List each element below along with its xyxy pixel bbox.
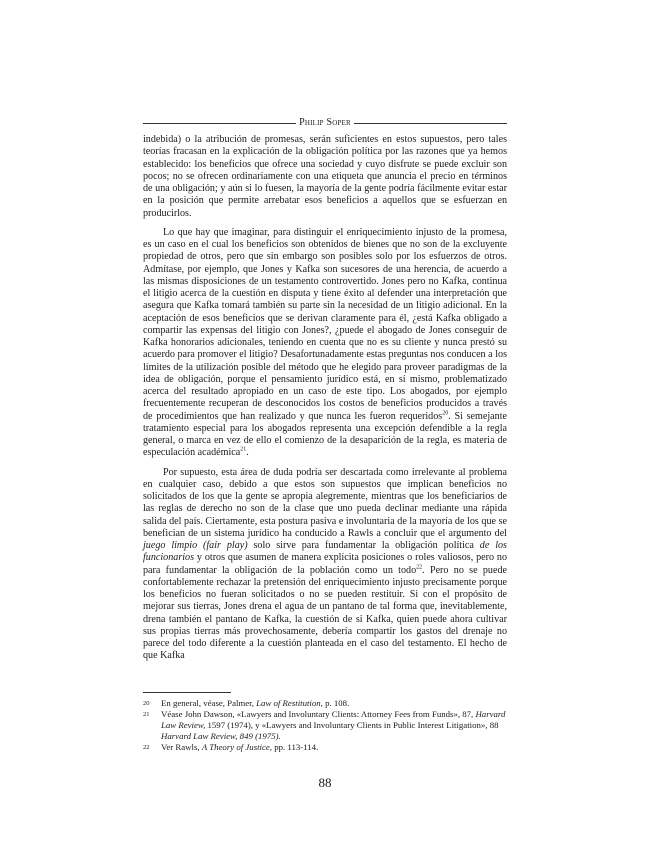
italic-text: Harvard Law Review, bbox=[161, 709, 506, 730]
footnote bbox=[143, 698, 507, 709]
page-number: 88 bbox=[318, 775, 332, 790]
italic-text: Law of Restitution, bbox=[256, 698, 323, 708]
text-run: indebida) o la atribución de promesas, serán suficientes en estos supuestos, pero tales teorías fracasan en la explicación de la obligación política por las razones que ya hemos establecido: los beneficios que ofrece una sociedad y cuyo disfrute se puede excluir son pocos; no se ofrecen ordinariamente con una etiqueta que anuncia el precio en términos de una obligación; y aún si lo fuesen, la mayoría de la gente podría fácilmente evitar estar en la posición que permite arrebatar esos beneficios a aquellos que se esfuerzan en producirlos. bbox=[143, 134, 507, 219]
footnote-ref: 21 bbox=[240, 446, 247, 453]
paragraph bbox=[143, 134, 507, 220]
running-head bbox=[143, 116, 507, 130]
footnote-ref: 22 bbox=[416, 564, 423, 571]
footnote-number: 22 bbox=[143, 744, 150, 751]
italic-text: juego limpio (fair play) bbox=[143, 540, 248, 551]
text-run: . bbox=[246, 447, 249, 459]
header-rule-left bbox=[143, 123, 296, 124]
text-run: y otros que asumen de manera explícita posiciones o roles valiosos, pero no para fundamentar la obligación de la población como un todo bbox=[143, 552, 507, 576]
footnote-text bbox=[161, 742, 507, 753]
text-run: solo sirve para fundamentar la obligación política bbox=[247, 540, 480, 551]
text-run: 1597 (1974), y «Lawyers and Involuntary Clients in Public Interest Litigation», 88 bbox=[205, 720, 499, 730]
footnote-ref: 20 bbox=[442, 410, 449, 417]
running-head-author: Philip Soper bbox=[299, 117, 351, 128]
italic-text: A Theory of Justice, bbox=[201, 742, 273, 752]
header-rule-right bbox=[354, 123, 507, 124]
text-run: Por supuesto, esta área de duda podría ser descartada como irrelevante al problema en cualquier caso, debido a que estos son supuestos que implican beneficios no solicitados de los que la gente se apropia alegremente, mientras que los beneficiarios de las reglas de derecho no son de la clase que uno pueda declinar mediante una rápida salida del país. Ciertamente, esta postura pasiva e involuntaria de la mayoría de los que se benefician de un sistema jurídico ha conducido a Rawls a concluir que el argumento del bbox=[143, 466, 507, 539]
footnote-number: 21 bbox=[143, 711, 150, 718]
body-text bbox=[143, 134, 507, 670]
text-run: . Pero no se puede confortablemente rechazar la pretensión del enriquecimiento injusto precisamente porque los beneficios no fueran solicitados o no se pueden restituir. Si con el propósito de mejorar sus tierras, Jones drena el agua de un pantano de tal forma que, inevitablemente, drena también el pantano de Kafka, la cuestión de si Kafka, quien puede ahora cultivar sus propias tierras más provechosamente, debería compartir los gastos del drenaje no parece del todo diferente a la cuestión planteada en el caso del testamento. El hecho de que Kafka bbox=[143, 564, 507, 662]
footnote bbox=[143, 742, 507, 753]
text-run: En general, véase, Palmer, bbox=[161, 698, 257, 708]
text-run: Véase John Dawson, «Lawyers and Involuntary Clients: Attorney Fees from Funds», 87, bbox=[161, 709, 476, 719]
text-run: . Si semejante tratamiento especial para los abogados representa una excepción defendible a la regla general, o marca en vez de ello el comienzo de la desaparición de la regla, es materia de especulación académica bbox=[143, 410, 507, 459]
paragraph bbox=[143, 227, 507, 460]
text-run: pp. 113-114. bbox=[272, 742, 319, 752]
footnote-number: 20 bbox=[143, 700, 150, 707]
paragraph bbox=[143, 467, 507, 663]
footnote-separator bbox=[143, 692, 231, 693]
italic-text: de los funcionarios bbox=[143, 540, 507, 564]
footnotes bbox=[143, 698, 507, 753]
italic-text: Harvard Law Review, 849 (1975). bbox=[161, 731, 281, 741]
text-run: Ver Rawls, bbox=[161, 742, 202, 752]
footnote-text bbox=[161, 709, 507, 742]
footnote bbox=[143, 709, 507, 742]
footnote-text bbox=[161, 698, 507, 709]
text-run: p. 108. bbox=[322, 698, 350, 708]
text-run: Lo que hay que imaginar, para distinguir el enriquecimiento injusto de la promesa, es un caso en el cual los beneficios son obtenidos de bienes que no son de la excluyente propiedad de otros, pero que sin embargo son posibles solo por los esfuerzos de otros. Admítase, por ejemplo, que Jones y Kafka son sucesores de una herencia, de acuerdo a las mismas disposiciones de un testamento controvertido. Jones pero no Kafka, continua el litigio acerca de la cuestión en disputa y tiene éxito al defender una interpretación que asegura que Kafka tomará también su parte sin la necesidad de un litigio adicional. En la aceptación de esos beneficios que se derivan claramente para él, ¿está Kafka obligado a compartir las expensas del litigio con Jones?, ¿puede el abogado de Jones conseguir de Kafka honorarios adicionales, teniendo en cuenta que no es su cliente y nunca prestó su acuerdo para promover el litigio? Desafortunadamente estas preguntas nos conducen a los límites de la utilización posible del método que he elegido para proveer paradigmas de la idea de obligación, porque el pensamiento jurídico está, en sí mismo, problematizado acerca del resultado apropiado en un caso de este tipo. Los abogados, por ejemplo frecuentemente recuperan de desconocidos los costos de beneficios producidos a través de procedimientos que han realizado y que nunca les fueron requeridos bbox=[143, 226, 507, 422]
